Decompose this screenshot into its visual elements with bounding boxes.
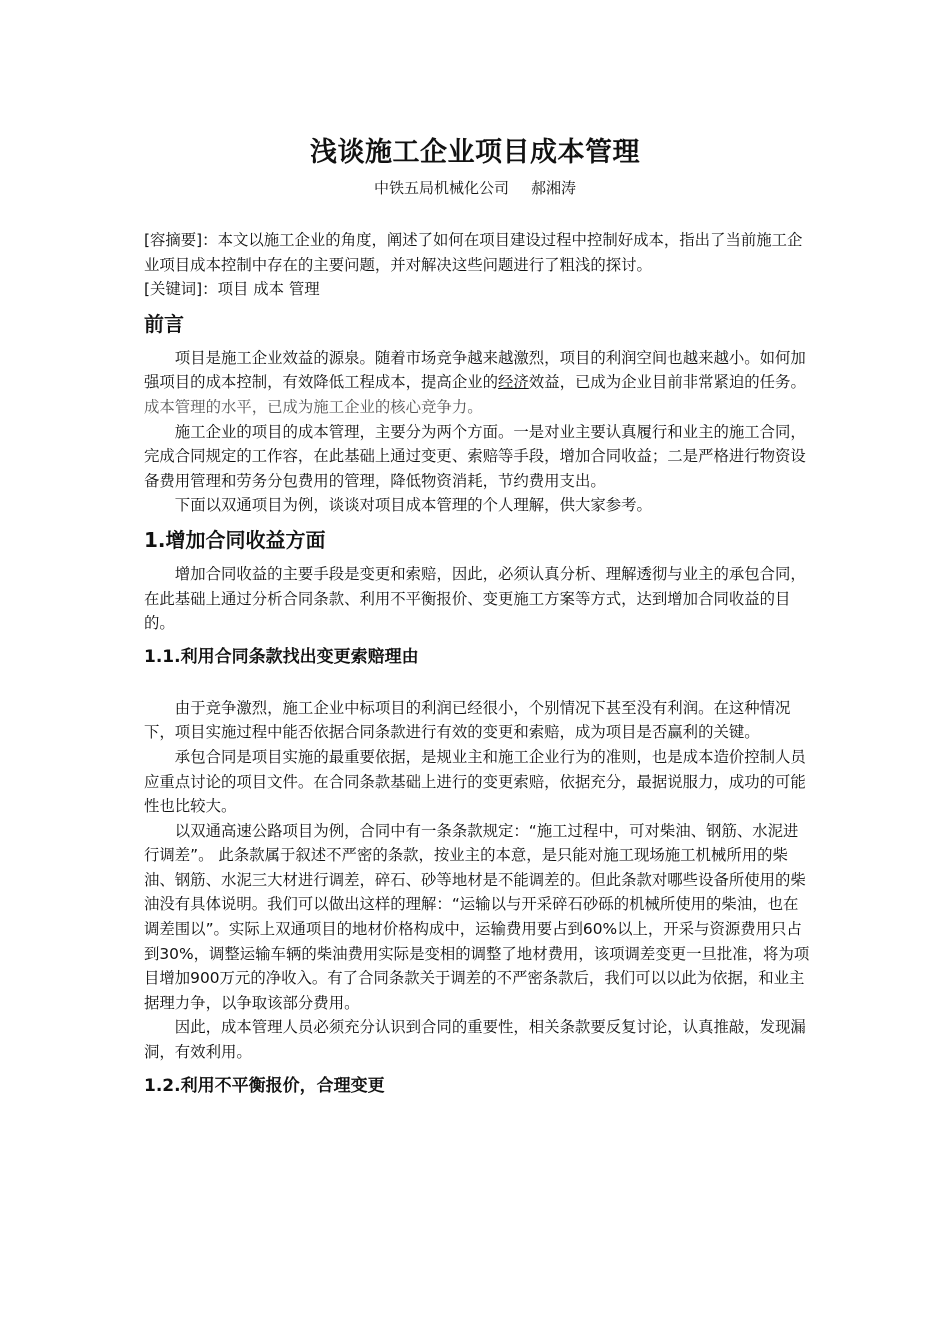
preface-p1-text-c: 成本管理的水平，已成为施工企业的核心竞争力。	[144, 397, 483, 416]
preface-p1-text-b: 效益，已成为企业目前非常紧迫的任务。	[528, 373, 806, 392]
keywords: [关键词]：项目 成本 管理	[144, 280, 320, 299]
preface-paragraph-1	[144, 346, 812, 420]
heading-section-1-2: 1.2.利用不平衡报价，合理变更	[144, 1075, 385, 1096]
section-1-1-paragraph-1: 由于竞争激烈，施工企业中标项目的利润已经很小，个别情况下甚至没有利润。在这种情况下，项目实施过程中能否依据合同条款进行有效的变更和索赔，成为项目是否赢利的关键。	[144, 698, 791, 742]
document-body	[144, 228, 812, 1101]
heading-preface: 前言	[144, 311, 184, 336]
preface-paragraph-2: 施工企业的项目的成本管理，主要分为两个方面。一是对业主要认真履行和业主的施工合同，完成合同规定的工作容，在此基础上通过变更、索赔等手段，增加合同收益；二是严格进行物资设备费用管理和劳务分包费用的管理，降低物资消耗，节约费用支出。	[144, 422, 806, 490]
section-1-paragraph-1: 增加合同收益的主要手段是变更和索赔，因此，必须认真分析、理解透彻与业主的承包合同，在此基础上通过分析合同条款、利用不平衡报价、变更施工方案等方式，达到增加合同收益的目的。	[144, 564, 806, 633]
heading-section-1: 1.增加合同收益方面	[144, 527, 326, 552]
document-title: 浅谈施工企业项目成本管理	[310, 137, 640, 168]
author-name: 郝湘涛	[531, 179, 577, 197]
preface-p1-text-a: 项目是施工企业效益的源泉。随着市场竞争越来越激烈，项目的利润空间也越来越小。如何加强项目的成本控制，有效降低工程成本，提高企业的	[144, 348, 806, 392]
section-1-1-paragraph-2: 承包合同是项目实施的最重要依据，是规业主和施工企业行为的准则，也是成本造价控制人员应重点讨论的项目文件。在合同条款基础上进行的变更索赔，依据充分，最据说服力，成功的可能性也比较大。	[144, 747, 806, 816]
author-line	[0, 177, 950, 198]
preface-paragraph-3: 下面以双通项目为例，谈谈对项目成本管理的个人理解，供大家参考。	[174, 496, 652, 515]
spacer	[144, 672, 812, 696]
author-company: 中铁五局机械化公司	[373, 179, 509, 197]
heading-section-1-1: 1.1.利用合同条款找出变更索赔理由	[144, 646, 419, 667]
section-1-1-paragraph-4: 因此，成本管理人员必须充分认识到合同的重要性，相关条款要反复讨论，认真推敲，发现漏洞，有效利用。	[144, 1018, 806, 1062]
abstract: [容摘要]：本文以施工企业的角度，阐述了如何在项目建设过程中控制好成本，指出了当前施工企业项目成本控制中存在的主要问题，并对解决这些问题进行了粗浅的探讨。	[144, 231, 803, 274]
economy-link[interactable]: 经济	[498, 373, 529, 392]
section-1-1-paragraph-3: 以双通高速公路项目为例，合同中有一条条款规定：“施工过程中，可对柴油、钢筋、水泥进行调差”。 此条款属于叙述不严密的条款，按业主的本意，是只能对施工现场施工机械所用的柴油、钢筋、水泥三大材进行调差，碎石、砂等地材是不能调差的。但此条款对哪些设备所使用的柴油没有具体说明。我们可以做出这样的理解：“运输以与开采碎石砂砾的机械所使用的柴油，也在调差围以”。实际上双通项目的地材价格构成中，运输费用要占到60%以上，开采与资源费用只占到30%，调整运输车辆的柴油费用实际是变相的调整了地材费用，该项调差变更一旦批准，将为项目增加900万元的净收入。有了合同条款关于调差的不严密条款后，我们可以以此为依据，和业主据理力争，以争取该部分费用。	[144, 821, 810, 1012]
